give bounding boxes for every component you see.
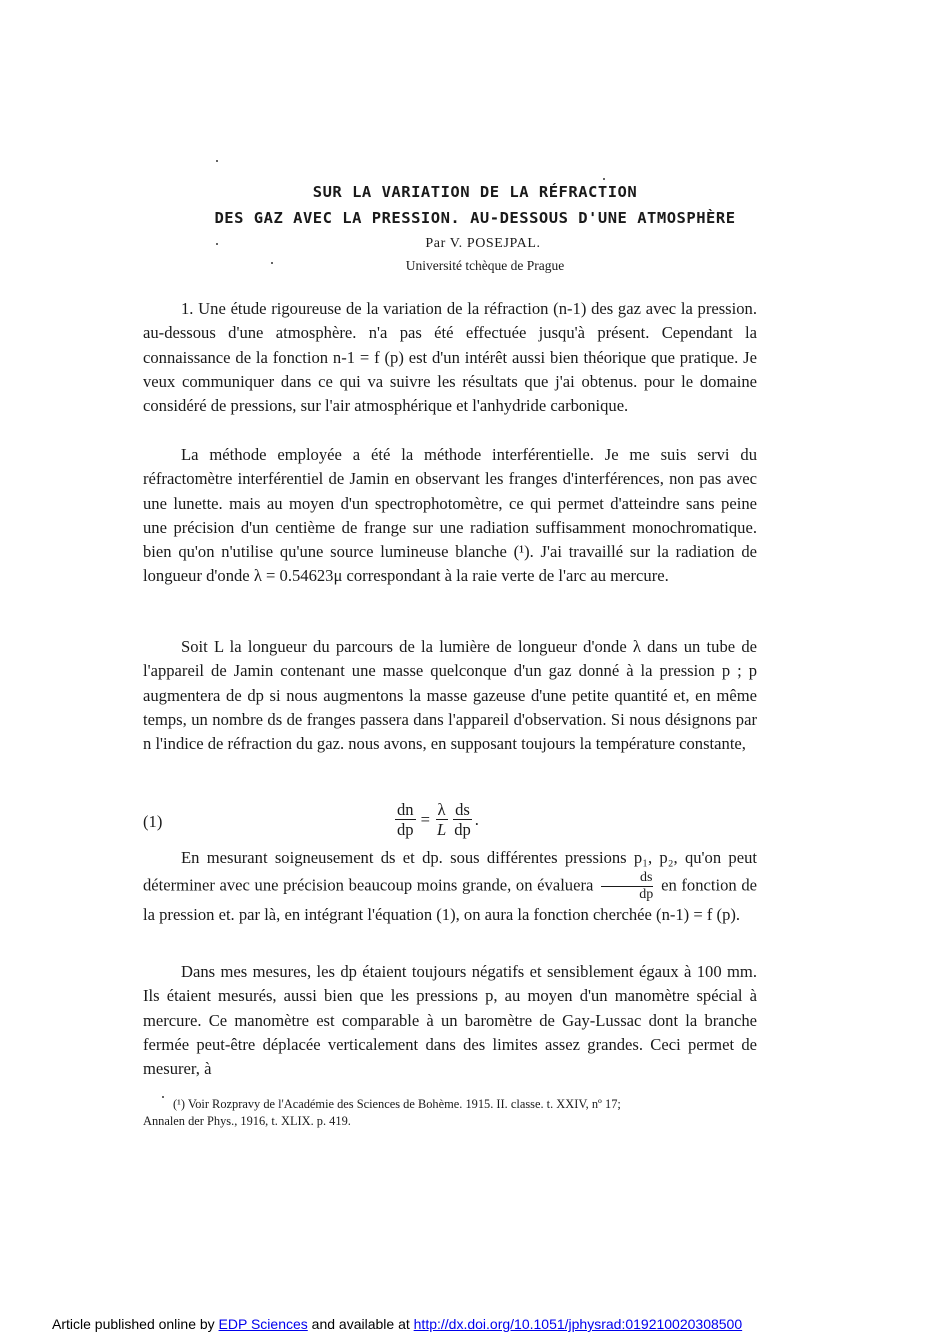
article-title-line-2: DES GAZ AVEC LA PRESSION. AU-DESSOUS D'UNE ATMOSPHÈRE	[214, 209, 736, 227]
paragraph-4	[143, 846, 757, 928]
paragraph-4-part-a: En mesurant soigneusement ds et dp. sous différentes pressions p₁, p₂, qu'on peut déterminer avec une précision beaucoup moins grande, on évaluera	[143, 848, 757, 895]
equation-1	[143, 800, 757, 844]
fraction-numerator: ds	[455, 800, 470, 819]
footnote-line-1: (¹) Voir Rozpravy de l'Académie des Sciences de Bohème. 1915. II. classe. t. XXIV, nº 17;	[173, 1097, 621, 1111]
banner-middle: and available at	[311, 1316, 410, 1332]
paragraph-5-text: Dans mes mesures, les dp étaient toujours négatifs et sensiblement égaux à 100 mm. Ils étaient mesurés, aussi bien que les pressions p, au moyen d'un manomètre spécial à mercure. Ce manomètre est comparable à un baromètre de Gay-Lussac dont la branche fermée peut-être déplacée verticalement dans des limites assez grandes. Ceci permet de mesurer, à	[143, 962, 757, 1079]
fraction-ds-dp	[452, 800, 473, 839]
paragraph-1-text: 1. Une étude rigoureuse de la variation de la réfraction (n-1) des gaz avec la pression. au-dessous d'une atmosphère. n'a pas été effectuée jusqu'à présent. Cependant la connaissance de la fonction n-1 = f (p) est d'un intérêt aussi bien théorique que pratique. Je veux communiquer dans ce qui va suivre les résultats que j'ai obtenus. pour le domaine considéré de pressions, sur l'air atmosphérique et l'anhydride carbonique.	[143, 299, 757, 416]
affiliation: Université tchèque de Prague	[405, 258, 565, 273]
fraction-denominator: dp	[454, 820, 471, 839]
fraction-numerator: λ	[437, 800, 446, 819]
fraction-lambda-L	[435, 800, 448, 839]
inline-fraction-ds-dp	[601, 870, 653, 903]
fraction-dn-dp	[395, 800, 416, 839]
equation-period: .	[474, 809, 479, 829]
paragraph-3-text: Soit L la longueur du parcours de la lumière de longueur d'onde λ dans un tube de l'appareil de Jamin contenant une masse quelconque d'un gaz donné à la pression p ; p augmentera de dp si nous augmentons la masse gazeuse d'une petite quantité et, en même temps, un nombre ds de franges passera dans l'appareil d'observation. Si nous désignons par n l'indice de réfraction du gaz. nous avons, en supposant toujours la température constante,	[143, 637, 757, 754]
author: Par V. POSEJPAL.	[425, 236, 541, 251]
equation-number: (1)	[143, 812, 163, 831]
fraction-numerator: ds	[601, 870, 653, 887]
equals-sign: =	[420, 809, 430, 829]
paragraph-5	[143, 960, 757, 1081]
fraction-denominator	[435, 820, 448, 839]
paragraph-3	[143, 635, 757, 756]
publication-banner	[52, 1316, 742, 1332]
paragraph-2	[143, 443, 757, 589]
banner-prefix: Article published online by	[52, 1316, 215, 1332]
fraction-denominator: dp	[639, 887, 654, 903]
article-title-line-1: SUR LA VARIATION DE LA RÉFRACTION	[312, 183, 638, 201]
equation-formula	[393, 800, 479, 839]
fraction-denominator: dp	[397, 820, 414, 839]
scan-speck	[216, 160, 218, 162]
length-symbol: L	[436, 820, 447, 839]
paragraph-2-text: La méthode employée a été la méthode interférentielle. Je me suis servi du réfractomètre interférentiel de Jamin en observant les franges d'interférences, non pas avec une lunette. mais au moyen d'un spectrophotomètre, ce qui permet d'atteindre sans peine une précision d'un centième de frange sur une radiation suffisamment monochromatique. bien qu'on n'utilise qu'une source lumineuse blanche (¹). J'ai travaillé sur la radiation de longueur d'onde λ = 0.54623μ correspondant à la raie verte de l'arc au mercure.	[143, 445, 757, 586]
footnote	[143, 1096, 757, 1130]
paragraph-1	[143, 297, 757, 418]
footnote-line-2: Annalen der Phys., 1916, t. XLIX. p. 419.	[143, 1114, 351, 1128]
doi-link[interactable]: http://dx.doi.org/10.1051/jphysrad:019210020308500	[413, 1316, 743, 1332]
scan-speck	[603, 178, 605, 180]
publisher-link[interactable]: EDP Sciences	[218, 1316, 308, 1332]
paragraph-4-text	[143, 846, 757, 928]
fraction-numerator: dn	[397, 800, 414, 819]
paragraph-4-part-b: en fonction de la pression et. par là, en intégrant l'équation (1), on aura la fonction cherchée (n-1) = f (p).	[143, 875, 757, 925]
